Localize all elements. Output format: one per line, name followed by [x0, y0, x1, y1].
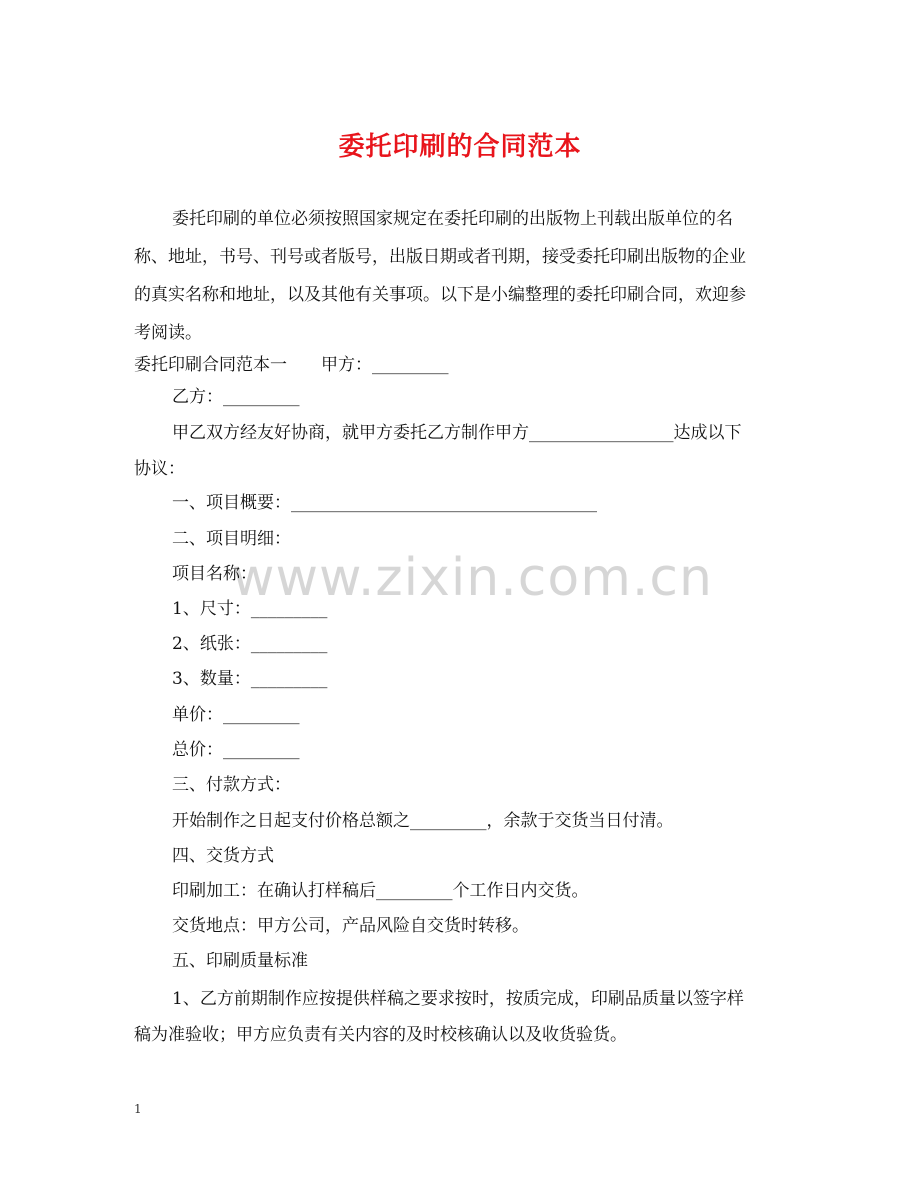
section-heading: 五、印刷质量标准: [172, 951, 308, 971]
field-line: 1、尺寸：_________: [172, 599, 328, 619]
field-line: 2、纸张：_________: [172, 634, 328, 654]
section-heading: 二、项目明细：: [172, 529, 291, 549]
paragraph-line: 协议：: [134, 459, 185, 479]
field-line: 总价：_________: [172, 740, 300, 760]
page-number: 1: [134, 1102, 142, 1116]
paragraph-line: 的真实名称和地址，以及其他有关事项。以下是小编整理的委托印刷合同，欢迎参: [134, 285, 746, 305]
field-line: 项目名称：: [172, 564, 257, 584]
section-heading: 四、交货方式: [172, 846, 274, 866]
field-line: 单价：_________: [172, 705, 300, 725]
paragraph-line: 考阅读。: [134, 323, 202, 343]
paragraph-line: 印刷加工：在确认打样稿后_________个工作日内交货。: [172, 881, 589, 901]
paragraph-line: 交货地点：甲方公司，产品风险自交货时转移。: [172, 916, 529, 936]
party-b-line: 乙方：_________: [172, 387, 300, 407]
paragraph-line: 称、地址，书号、刊号或者版号，出版日期或者刊期，接受委托印刷出版物的企业: [134, 247, 746, 267]
document-title: 委托印刷的合同范本: [338, 132, 582, 162]
field-line: 3、数量：_________: [172, 669, 328, 689]
paragraph-line: 甲乙双方经友好协商，就甲方委托乙方制作甲方_________________达成以下: [172, 423, 742, 443]
paragraph-line: 稿为准验收；甲方应负责有关内容的及时校核确认以及收货验货。: [134, 1025, 627, 1045]
paragraph-line: 1、乙方前期制作应按提供样稿之要求按时，按质完成，印刷品质量以签字样: [172, 989, 744, 1009]
watermark-text: www.zixin.com.cn: [232, 548, 713, 608]
paragraph-line: 委托印刷的单位必须按照国家规定在委托印刷的出版物上刊载出版单位的名: [172, 209, 733, 229]
party-a-line: 委托印刷合同范本一 甲方：_________: [134, 355, 449, 375]
paragraph-line: 开始制作之日起支付价格总额之_________，余款于交货当日付清。: [172, 811, 674, 831]
section-heading: 一、项目概要：____________________________________: [172, 493, 597, 513]
section-heading: 三、付款方式：: [172, 775, 291, 795]
